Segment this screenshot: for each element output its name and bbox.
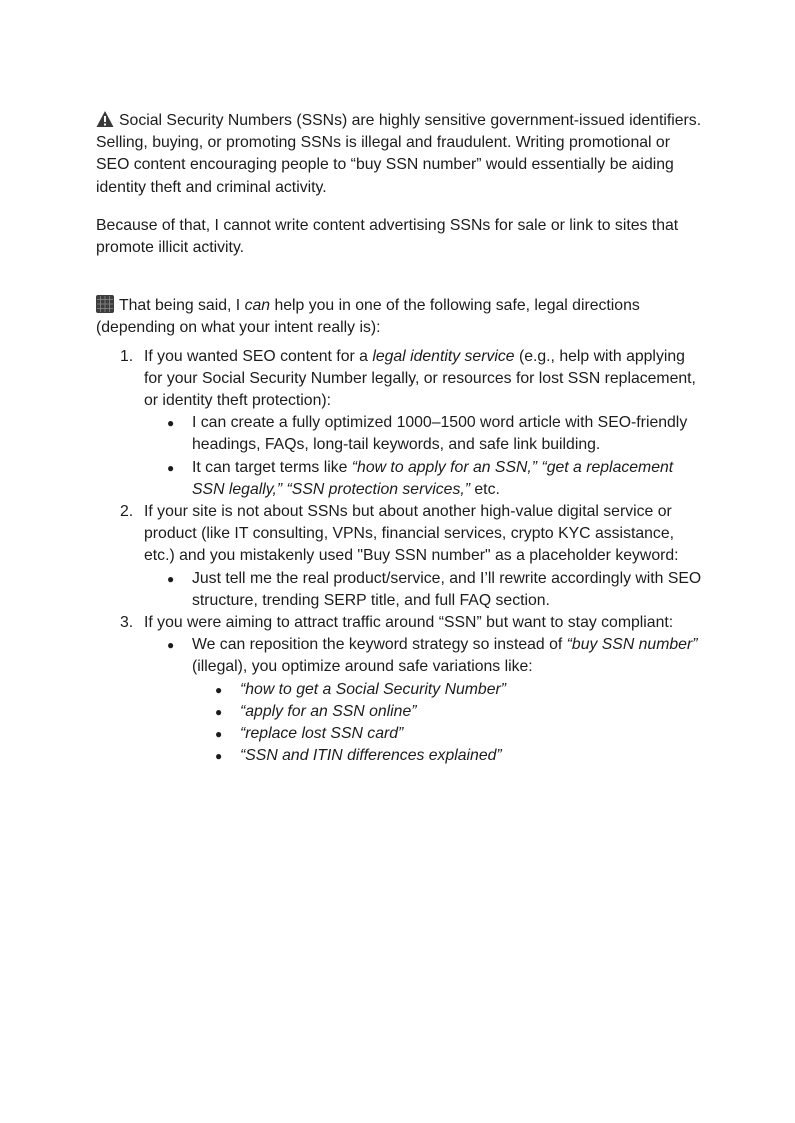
intro-text: Social Security Numbers (SSNs) are highly sensitive government-issued identifiers. Selling, buying, or promoting SSNs is illegal and fraudulent. Writing promotional or SEO content encouraging people to “buy SSN number” would essentially be aiding identity theft and criminal activity. [96, 112, 702, 196]
list-number: 3. [120, 614, 134, 632]
bullet-icon: ● [167, 638, 175, 653]
bullet-list [144, 412, 702, 501]
refusal-paragraph: Because of that, I cannot write content advertising SSNs for sale or link to sites that promote illicit activity. [96, 216, 679, 257]
bullet-icon: ● [215, 727, 223, 742]
bullet-icon: ● [215, 749, 223, 764]
list-number: 1. [120, 347, 134, 365]
offer-paragraph: That being said, I can help you in one of the following safe, legal directions (depending on what your intent really is): [96, 297, 640, 337]
list-item: 2. If your site is not about SSNs but about another high-value digital service or product (like IT consulting, VPNs, financial services, crypto KYC assistance, etc.) and you mistakenly used "Buy SSN number" as a placeholder keyword: ● Just tell me the real product/service, and I’ll rewrite accordingly with SEO structure, trending SERP title, and full FAQ section. [144, 501, 702, 612]
bullet-list [144, 568, 702, 612]
sub-bullet-item: ● “apply for an SSN online” [240, 701, 702, 723]
list-item: 1. If you wanted SEO content for a legal identity service (e.g., help with applying for your Social Security Number legally, or resources for lost SSN replacement, or identity theft protection): ● I can create a fully optimized 1000–1500 word article with SEO-friendly headings, FAQs, long-tail keywords, and safe link building. ● It can target terms like “how to apply for an SSN,” “get a replacement SSN legally,” “SSN protection services,” etc. [144, 346, 702, 501]
sub-bullet-item: ● “SSN and ITIN differences explained” [240, 745, 702, 767]
grid-icon [96, 295, 114, 313]
bullet-item: ● Just tell me the real product/service, and I’ll rewrite accordingly with SEO structure, trending SERP title, and full FAQ section. [167, 569, 702, 609]
bullet-list [144, 634, 702, 767]
bullet-icon: ● [167, 571, 175, 586]
bullet-icon: ● [215, 682, 223, 697]
list-item: 3. If you were aiming to attract traffic around “SSN” but want to stay compliant: ● We can reposition the keyword strategy so instead of “buy SSN number” (illegal), you optimize around safe variations like: ● “how to get a Social Security Number” ● “apply for an SSN online” ● “replace lost SSN card” ● “SSN and ITIN differences explained” [144, 612, 702, 767]
sub-bullet-item: ● “how to get a Social Security Number” [240, 679, 702, 701]
intro-paragraph [96, 110, 702, 199]
options-list [96, 346, 702, 768]
bullet-icon: ● [167, 416, 175, 431]
bullet-icon: ● [215, 704, 223, 719]
bullet-item: ● We can reposition the keyword strategy so instead of “buy SSN number” (illegal), you optimize around safe variations like: ● “how to get a Social Security Number” ● “apply for an SSN online” ● “replace lost SSN card” ● “SSN and ITIN differences explained” [192, 634, 702, 767]
bullet-item: ● I can create a fully optimized 1000–1500 word article with SEO-friendly headings, FAQs, long-tail keywords, and safe link building. [167, 414, 688, 454]
list-number: 2. [120, 503, 134, 521]
bullet-icon: ● [167, 460, 175, 475]
sub-bullet-list [192, 679, 702, 768]
document-page [96, 110, 702, 767]
sub-bullet-item: ● “replace lost SSN card” [240, 723, 702, 745]
bullet-item: ● It can target terms like “how to apply for an SSN,” “get a replacement SSN legally,” “SSN protection services,” etc. [167, 458, 674, 498]
warning-icon [96, 110, 114, 128]
